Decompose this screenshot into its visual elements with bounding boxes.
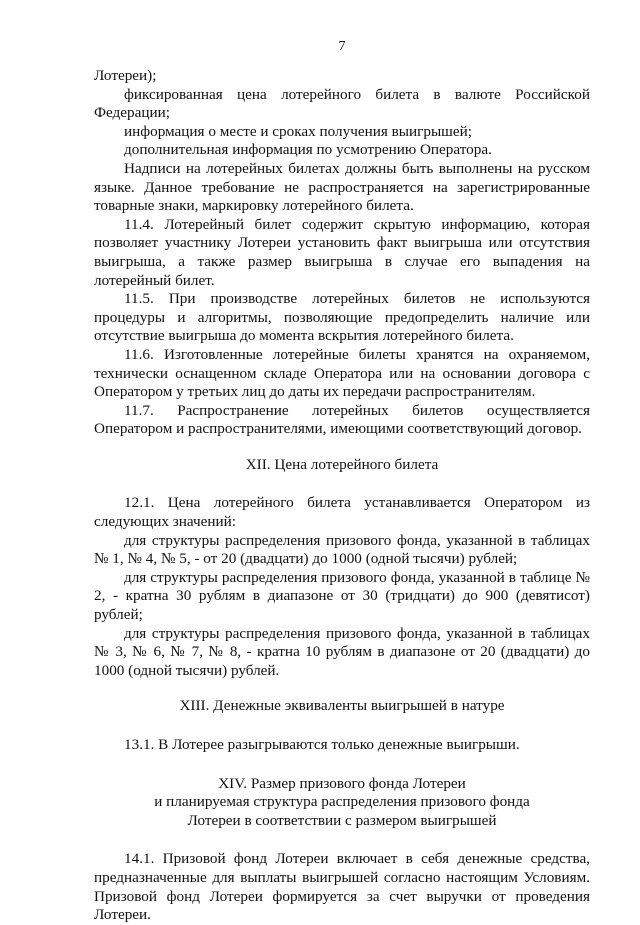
paragraph: 13.1. В Лотерее разыгрываются только денежные выигрыши. — [124, 736, 520, 753]
spacer — [94, 680, 590, 697]
spacer — [94, 474, 590, 494]
page-number: 7 — [338, 39, 346, 54]
paragraph: для структуры распределения призового фонда, указанной в таблицах № 3, № 6, № 7, № 8, - кратна 10 рублям в диапазоне от 20 (двадцати) до 1000 (одной тысячи) рублей. — [94, 624, 590, 679]
paragraph: 11.6. Изготовленные лотерейные билеты хранятся на охраняемом, технически оснащенном складе Оператора или на основании договора с Оператором у третьих лиц до даты их передачи распространителям. — [94, 345, 590, 401]
spacer — [94, 755, 590, 775]
paragraph: 12.1. Цена лотерейного билета устанавливается Оператором из следующих значений: — [94, 494, 590, 531]
section-heading: XII. Цена лотерейного билета — [245, 455, 439, 473]
section-heading: Лотереи в соответствии с размером выигрышей — [187, 811, 497, 829]
paragraph: фиксированная цена лотерейного билета в валюте Российской Федерации; — [94, 85, 590, 122]
spacer — [94, 439, 590, 456]
paragraph: 11.4. Лотерейный билет содержит скрытую информацию, которая позволяет участнику Лотереи установить факт выигрыша или отсутствия выигрыша, а также размер выигрыша в случае его выпадения на лотерейный билет. — [94, 215, 590, 289]
document-body — [94, 67, 590, 925]
document-page — [94, 0, 590, 924]
paragraph: 11.7. Распространение лотерейных билетов осуществляется Оператором и распространителями, имеющими соответствующий договор. — [94, 401, 590, 438]
spacer — [94, 830, 590, 850]
paragraph: Надписи на лотерейных билетах должны быть выполнены на русском языке. Данное требование не распространяется на зарегистрированные товарные знаки, маркировку лотерейного билета. — [94, 159, 590, 215]
paragraph: 11.5. При производстве лотерейных билетов не используются процедуры и алгоритмы, позволяющие предопределить наличие или отсутствие выигрыша до момента вскрытия лотерейного билета. — [94, 290, 590, 345]
section-heading: XIV. Размер призового фонда Лотереи — [218, 774, 466, 792]
paragraph: информация о месте и сроках получения выигрышей; — [124, 122, 472, 140]
paragraph: 14.1. Призовой фонд Лотереи включает в себя денежные средства, предназначенные для выплаты выигрышей согласно настоящим Условиям. Призовой фонд Лотереи формируется за счет выручки от проведения Лотереи. — [94, 850, 590, 924]
paragraph: Лотереи); — [94, 67, 157, 84]
section-heading: и планируемая структура распределения призового фонда — [154, 793, 530, 811]
paragraph: для структуры распределения призового фонда, указанной в таблицах № 1, № 4, № 5, - от 20 (двадцати) до 1000 (одной тысячи) рублей; — [94, 531, 590, 568]
spacer — [94, 716, 590, 736]
paragraph: для структуры распределения призового фонда, указанной в таблице № 2, - кратна 30 рублям в диапазоне от 30 (тридцати) до 900 (девятисот) рублей; — [94, 568, 590, 624]
section-heading: XIII. Денежные эквиваленты выигрышей в натуре — [179, 697, 505, 715]
paragraph: дополнительная информация по усмотрению Оператора. — [124, 141, 492, 159]
